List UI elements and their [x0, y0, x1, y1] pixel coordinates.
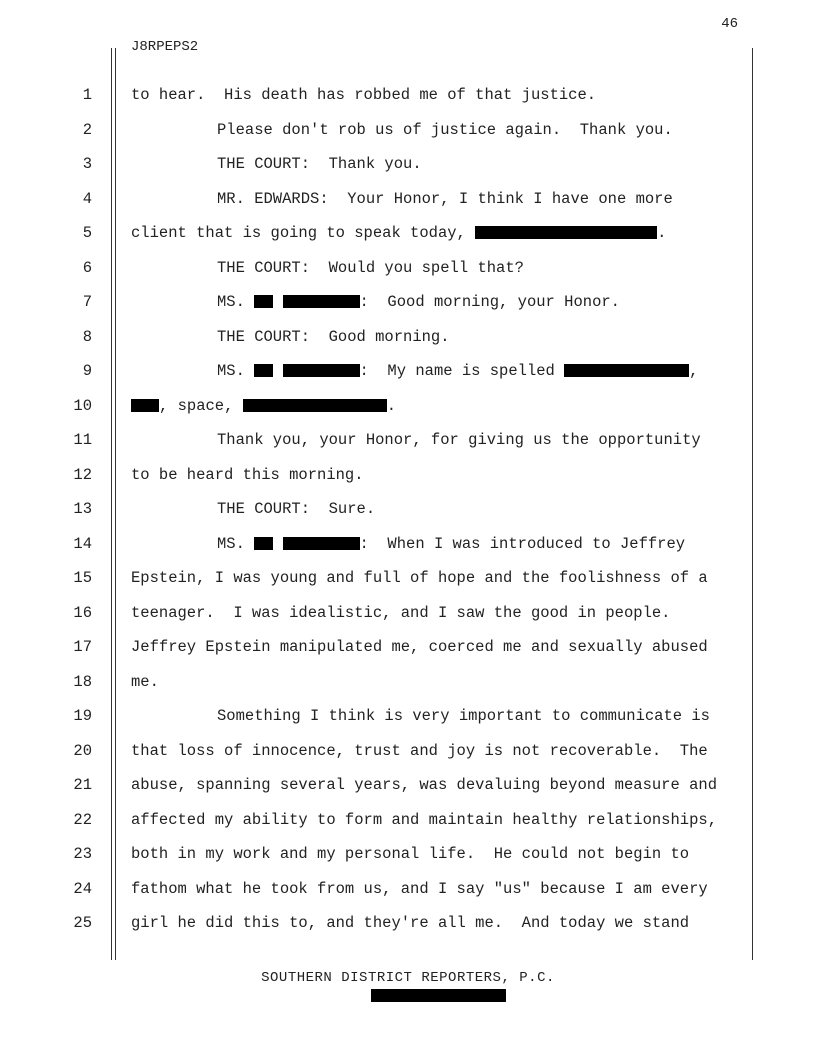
redaction-block — [283, 537, 360, 550]
transcript-line — [0, 259, 816, 279]
footer-reporter: SOUTHERN DISTRICT REPORTERS, P.C. — [261, 970, 555, 986]
transcript-line — [0, 880, 816, 900]
line-text — [131, 914, 689, 932]
line-number: 20 — [73, 741, 92, 760]
transcript-line — [0, 155, 816, 175]
redaction-block — [254, 295, 273, 308]
text-segment: THE COURT: Would you spell that? — [217, 258, 524, 277]
line-number: 16 — [73, 603, 92, 622]
line-text — [131, 742, 708, 760]
line-text — [217, 362, 698, 380]
line-number: 23 — [73, 845, 92, 863]
line-text — [131, 604, 671, 622]
text-segment — [273, 362, 282, 380]
transcript-line — [0, 673, 816, 693]
transcript-line — [0, 121, 816, 141]
text-segment: , — [689, 362, 699, 380]
transcript-line — [0, 811, 816, 831]
line-number: 8 — [82, 327, 92, 346]
line-text — [131, 776, 717, 794]
line-text — [131, 811, 717, 829]
redaction-block — [475, 226, 657, 239]
line-number: 22 — [73, 810, 92, 829]
line-number: 14 — [73, 534, 92, 553]
line-text — [217, 535, 685, 553]
transcript-line — [0, 776, 816, 796]
text-segment: MR. EDWARDS: Your Honor, I think I have one more — [217, 189, 673, 208]
line-number: 12 — [73, 465, 92, 484]
text-segment: teenager. I was idealistic, and I saw the good in people. — [131, 603, 671, 622]
text-segment: THE COURT: Thank you. — [217, 155, 422, 173]
text-segment: both in my work and my personal life. He could not begin to — [131, 845, 690, 863]
transcript-line — [0, 500, 816, 520]
line-number: 2 — [82, 120, 92, 139]
redaction-block — [564, 364, 689, 377]
text-segment: MS. — [217, 362, 255, 380]
text-segment: Jeffrey Epstein manipulated me, coerced me and sexually abused — [131, 638, 708, 656]
line-text — [217, 707, 710, 725]
redaction-block — [283, 364, 360, 377]
text-segment: Epstein, I was young and full of hope and the foolishness of a — [131, 569, 708, 587]
text-segment: abuse, spanning several years, was devaluing beyond measure and — [131, 776, 717, 794]
line-number: 13 — [73, 500, 92, 518]
line-number: 15 — [73, 569, 92, 587]
line-number: 5 — [82, 224, 92, 242]
line-text — [131, 845, 689, 863]
text-segment: : When I was introduced to Jeffrey — [359, 534, 686, 553]
line-number: 3 — [82, 155, 92, 173]
line-text — [217, 293, 620, 311]
line-number: 17 — [73, 638, 92, 656]
footer-redaction — [371, 989, 506, 1002]
text-segment: MS. — [217, 293, 255, 311]
line-text — [217, 155, 422, 173]
redaction-block — [283, 295, 360, 308]
redaction-block — [254, 364, 273, 377]
line-text — [131, 569, 708, 587]
line-number: 7 — [82, 293, 92, 311]
transcript-line — [0, 845, 816, 865]
line-number: 10 — [73, 396, 92, 415]
text-segment: : Good morning, your Honor. — [359, 293, 620, 311]
line-text — [217, 121, 673, 139]
line-text — [131, 466, 364, 484]
text-segment: : My name is spelled — [359, 362, 565, 380]
line-text — [131, 673, 159, 691]
transcript-line — [0, 224, 816, 244]
line-number: 1 — [82, 86, 92, 104]
transcript-line — [0, 604, 816, 624]
transcript-line — [0, 535, 816, 555]
transcript-line — [0, 190, 816, 210]
text-segment: client that is going to speak today, — [131, 224, 476, 242]
text-segment: THE COURT: Good morning. — [217, 327, 450, 346]
line-number: 4 — [82, 189, 92, 208]
line-number: 9 — [82, 362, 92, 380]
transcript-line — [0, 328, 816, 348]
line-number: 6 — [82, 258, 92, 277]
line-number: 19 — [73, 707, 92, 725]
line-text — [217, 431, 701, 449]
text-segment: Thank you, your Honor, for giving us the opportunity — [217, 431, 701, 449]
transcript-line — [0, 293, 816, 313]
line-text — [131, 86, 596, 104]
line-number: 21 — [73, 776, 92, 794]
line-text — [217, 328, 450, 346]
text-segment: Something I think is very important to communicate is — [217, 707, 710, 725]
document-id: J8RPEPS2 — [131, 39, 199, 55]
line-number: 18 — [73, 672, 92, 691]
text-segment: MS. — [217, 534, 255, 553]
transcript-line — [0, 638, 816, 658]
transcript-line — [0, 569, 816, 589]
line-number: 24 — [73, 879, 92, 898]
text-segment: to hear. His death has robbed me of that justice. — [131, 86, 597, 104]
transcript-line — [0, 914, 816, 934]
redaction-block — [131, 399, 159, 412]
line-text — [131, 638, 708, 656]
text-segment — [273, 535, 282, 553]
line-number: 25 — [73, 914, 92, 932]
transcript-line — [0, 742, 816, 762]
redaction-block — [243, 399, 387, 412]
line-text — [217, 500, 375, 518]
text-segment: THE COURT: Sure. — [217, 500, 376, 518]
transcript-line — [0, 362, 816, 382]
line-number: 11 — [73, 431, 92, 449]
line-text — [131, 397, 396, 415]
transcript-line — [0, 86, 816, 106]
text-segment: me. — [131, 672, 159, 691]
text-segment: that loss of innocence, trust and joy is not recoverable. The — [131, 741, 708, 760]
redaction-block — [254, 537, 273, 550]
line-text — [217, 190, 673, 208]
text-segment: fathom what he took from us, and I say "us" because I am every — [131, 879, 708, 898]
text-segment: , space, — [159, 396, 243, 415]
transcript-line — [0, 397, 816, 417]
page-number: 46 — [721, 16, 738, 32]
line-text — [131, 880, 708, 898]
transcript-line — [0, 431, 816, 451]
text-segment: girl he did this to, and they're all me. And today we stand — [131, 914, 690, 932]
text-segment: Please don't rob us of justice again. Thank you. — [217, 120, 673, 139]
text-segment: to be heard this morning. — [131, 465, 364, 484]
transcript-line — [0, 707, 816, 727]
transcript-line — [0, 466, 816, 486]
text-segment: . — [386, 396, 397, 415]
line-text — [131, 224, 666, 242]
text-segment: . — [657, 224, 667, 242]
text-segment — [273, 293, 282, 311]
text-segment: affected my ability to form and maintain healthy relationships, — [131, 810, 717, 829]
line-text — [217, 259, 524, 277]
